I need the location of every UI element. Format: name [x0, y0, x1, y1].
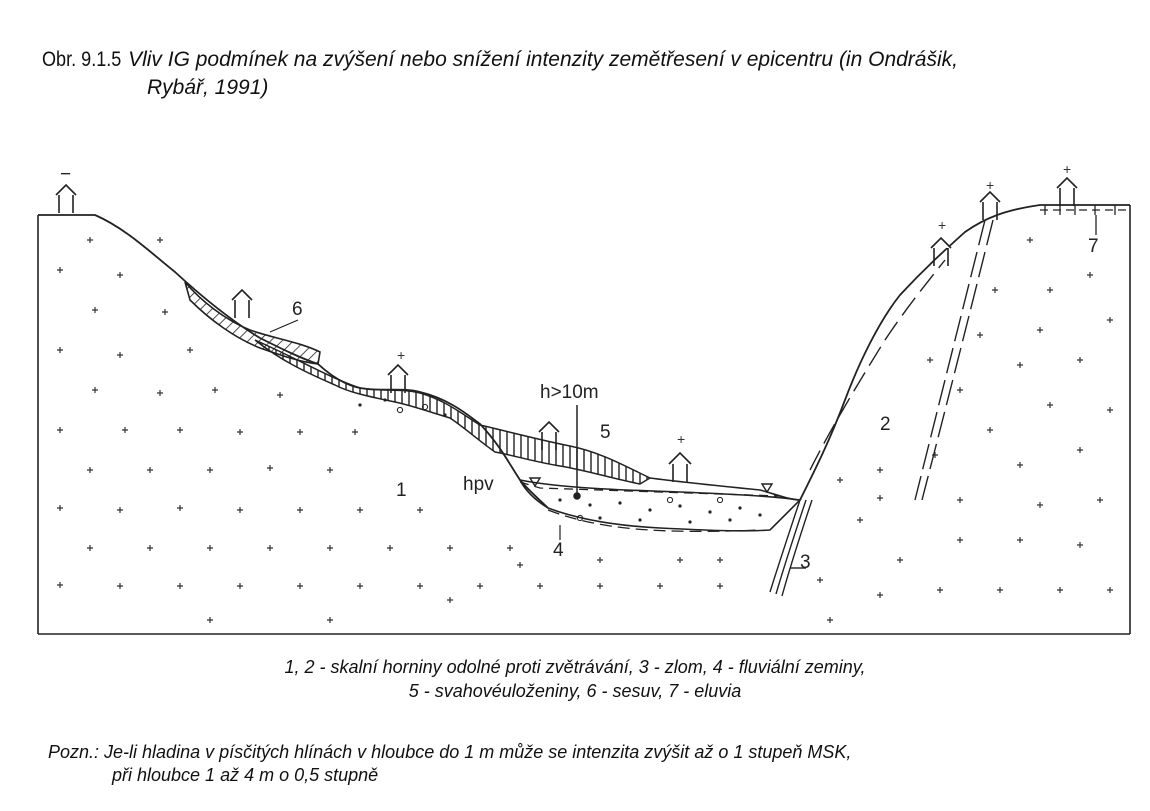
house-icon — [232, 290, 252, 318]
rock-cross-symbol — [327, 545, 333, 551]
rock-cross-symbol — [1027, 237, 1033, 243]
rock-cross-symbol — [1077, 447, 1083, 453]
rock-cross-symbol — [507, 545, 513, 551]
label-2: 2 — [880, 414, 891, 435]
label-7: 7 — [1088, 236, 1099, 257]
rock-cross-symbol — [92, 387, 98, 393]
houses — [56, 178, 1077, 482]
rock-cross-symbol — [147, 545, 153, 551]
rock-cross-symbol — [87, 237, 93, 243]
rock-cross-symbol — [417, 507, 423, 513]
rock-cross-symbol — [977, 332, 983, 338]
rock-cross-symbol — [597, 583, 603, 589]
right-slope-profile — [800, 205, 1130, 500]
intensity-plus-mark: + — [986, 177, 995, 193]
rock-cross-symbol — [447, 545, 453, 551]
rock-cross-symbol — [57, 347, 63, 353]
rock-cross-symbol — [117, 583, 123, 589]
rock-cross-symbol — [937, 587, 943, 593]
rock-cross-symbol — [57, 582, 63, 588]
rock-cross-symbol — [117, 352, 123, 358]
rock-cross-symbol — [877, 495, 883, 501]
rock-cross-symbol — [717, 557, 723, 563]
rock-cross-symbol — [187, 347, 193, 353]
rock-cross-symbol — [657, 583, 663, 589]
rock-cross-symbol — [817, 577, 823, 583]
rock-cross-symbol — [1097, 497, 1103, 503]
rock-cross-symbol — [177, 505, 183, 511]
house-icon — [669, 453, 691, 482]
rock-cross-symbol — [1077, 357, 1083, 363]
rock-cross-symbol — [157, 237, 163, 243]
rock-cross-symbol — [1017, 362, 1023, 368]
legend-line2: 5 - svahovéuloženiny, 6 - sesuv, 7 - eluvia — [408, 681, 742, 701]
rock-cross-symbol — [122, 427, 128, 433]
rock-cross-symbol — [987, 427, 993, 433]
rock-cross-symbol — [1037, 327, 1043, 333]
rock-cross-symbol — [117, 272, 123, 278]
rock-cross-symbol — [57, 427, 63, 433]
section-frame — [38, 205, 1130, 634]
rock-cross-symbol — [957, 387, 963, 393]
rock-cross-symbol — [87, 467, 93, 473]
rock-cross-symbol — [357, 583, 363, 589]
rock-cross-symbol — [267, 545, 273, 551]
label-3: 3 — [800, 552, 811, 573]
rock-cross-symbol — [297, 583, 303, 589]
rock-cross-symbol — [207, 617, 213, 623]
figure-title-line2: Rybář, 1991) — [147, 76, 269, 99]
rock-cross-symbol — [92, 307, 98, 313]
rock-cross-symbol — [162, 309, 168, 315]
rock-cross-symbol — [1047, 402, 1053, 408]
rock-cross-symbol — [237, 507, 243, 513]
rock-cross-symbol — [677, 557, 683, 563]
rock-cross-symbol — [992, 287, 998, 293]
rock-cross-symbol — [1017, 462, 1023, 468]
rock-cross-symbol — [877, 467, 883, 473]
intensity-minus-mark: − — [60, 164, 72, 185]
rock-cross-symbol — [997, 587, 1003, 593]
rock-cross-symbol — [1087, 272, 1093, 278]
rock-cross-symbol — [827, 617, 833, 623]
rock-cross-symbol — [1047, 287, 1053, 293]
rock-cross-symbol — [387, 545, 393, 551]
rock-cross-symbol — [352, 429, 358, 435]
rock-cross-symbol — [177, 427, 183, 433]
rock-cross-symbol — [297, 507, 303, 513]
label-6: 6 — [292, 299, 303, 320]
rock-cross-symbol — [1077, 542, 1083, 548]
rock-cross-symbol — [1057, 587, 1063, 593]
eluvia-layer-7 — [1040, 205, 1130, 235]
rock-cross-symbol — [237, 583, 243, 589]
rock-cross-symbol — [517, 562, 523, 568]
rock-cross-symbol — [87, 545, 93, 551]
legend-line1: 1, 2 - skalní horniny odolné proti zvětrávání, 3 - zlom, 4 - fluviální zeminy, — [284, 657, 866, 677]
rock-cross-symbol — [877, 592, 883, 598]
rock-cross-symbol — [157, 390, 163, 396]
rock-cross-symbol — [237, 429, 243, 435]
label-4: 4 — [553, 540, 564, 561]
rock-cross-symbol — [1107, 317, 1113, 323]
rock-cross-symbol — [207, 467, 213, 473]
rock-cross-symbol — [212, 387, 218, 393]
fluvial-deposits-layer-4 — [520, 480, 800, 531]
rock-cross-symbol — [327, 617, 333, 623]
rock-cross-symbol — [1017, 537, 1023, 543]
rock-cross-symbol — [207, 545, 213, 551]
rock-cross-symbol — [57, 505, 63, 511]
rock-cross-symbol — [177, 583, 183, 589]
rock-cross-symbol — [357, 507, 363, 513]
rock-cross-symbol — [837, 477, 843, 483]
rock-cross-symbol — [417, 583, 423, 589]
landslide-layer-6 — [185, 282, 320, 364]
rock-cross-symbol — [897, 557, 903, 563]
intensity-plus-mark: + — [677, 431, 686, 447]
label-1: 1 — [396, 480, 407, 501]
rock-cross-symbol — [297, 429, 303, 435]
rock-cross-symbol — [277, 392, 283, 398]
intensity-plus-mark: + — [397, 347, 406, 363]
rock-cross-symbol — [57, 267, 63, 273]
intensity-plus-mark: + — [1063, 161, 1072, 177]
rock-cross-symbol — [927, 357, 933, 363]
rock-cross-symbol — [597, 557, 603, 563]
rock-cross-symbol — [147, 467, 153, 473]
note-line1: Pozn.: Je-li hladina v písčitých hlínách v hloubce do 1 m může se intenzita zvýšit až o 1 stupeň MSK, — [48, 742, 852, 762]
rock-cross-symbol — [117, 507, 123, 513]
fault-lines-2 — [915, 220, 993, 500]
rock-cross-symbol — [537, 583, 543, 589]
rock-cross-symbol — [447, 597, 453, 603]
figure-number: Obr. 9.1.5 — [42, 48, 122, 71]
rock-cross-symbol — [1037, 502, 1043, 508]
house-icon — [56, 185, 76, 213]
house-icon — [931, 238, 951, 266]
rock-cross-symbol — [857, 517, 863, 523]
rock-cross-symbol — [1107, 407, 1113, 413]
rock-cross-symbol — [1107, 587, 1113, 593]
rock-cross-symbol — [267, 465, 273, 471]
rock-cross-symbol — [717, 583, 723, 589]
figure-title-line1: Vliv IG podmínek na zvýšení nebo snížení intenzity zemětřesení v epicentru (in Ondrášik, — [128, 48, 958, 71]
note-line2: při hloubce 1 až 4 m o 0,5 stupně — [112, 765, 379, 785]
rock-symbols — [57, 237, 1113, 623]
depth-label: h>10m — [540, 382, 599, 403]
groundwater-label: hpv — [463, 474, 494, 495]
rock-cross-symbol — [957, 537, 963, 543]
rock-cross-symbol — [327, 467, 333, 473]
intensity-plus-mark: + — [938, 217, 947, 233]
label-5: 5 — [600, 422, 611, 443]
house-icon — [1057, 178, 1077, 206]
house-icon — [980, 192, 1000, 220]
rock-cross-symbol — [477, 583, 483, 589]
rock-cross-symbol — [957, 497, 963, 503]
